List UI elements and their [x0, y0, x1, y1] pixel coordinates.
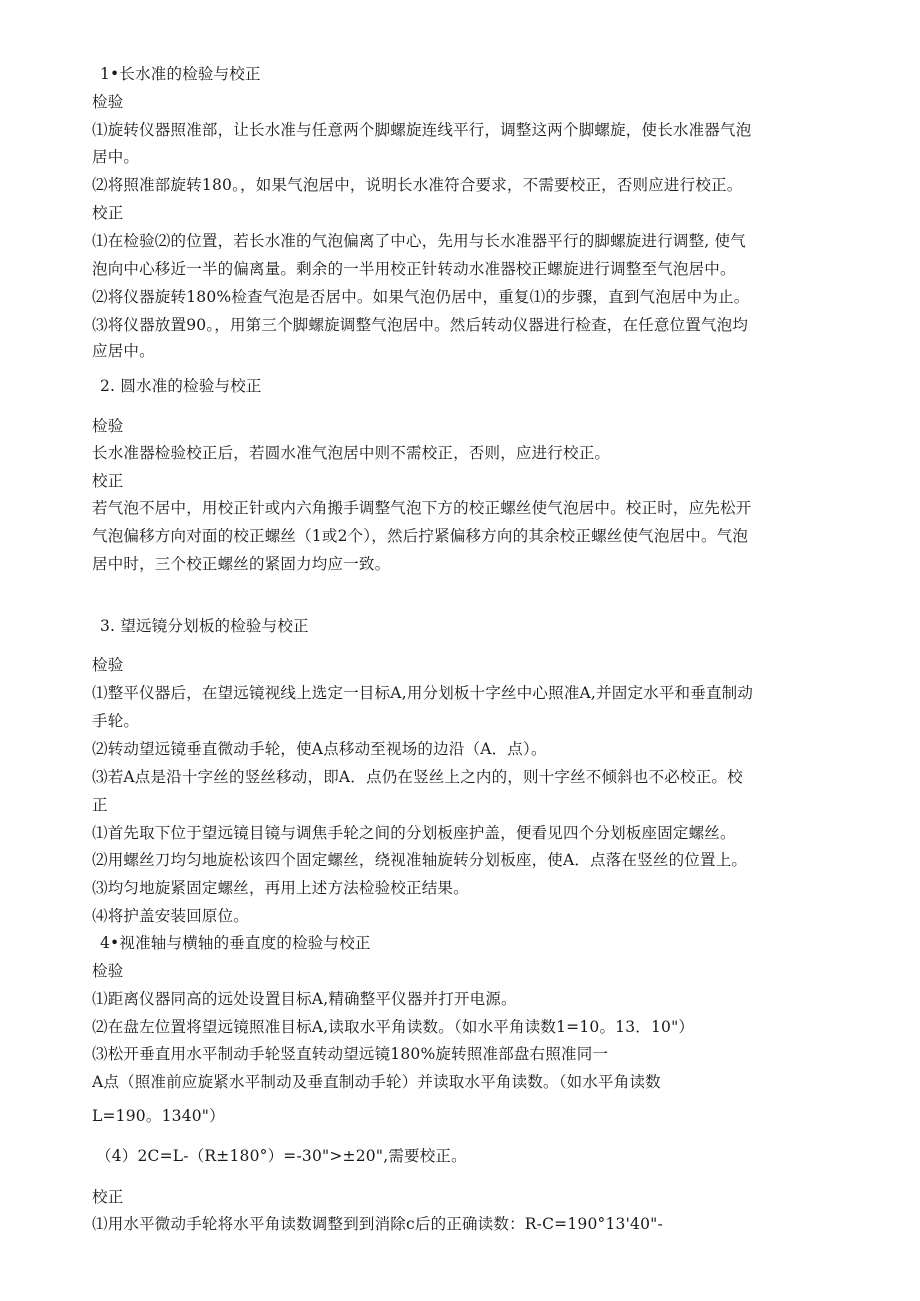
- paragraph-line: 手轮。: [92, 712, 140, 730]
- paragraph-line: ⑶若A点是沿十字丝的竖丝移动，即A．点仍在竖丝上之内的，则十字丝不倾斜也不必校正。校: [92, 768, 743, 786]
- paragraph-line: ⑴旋转仪器照准部，让长水准与任意两个脚螺旋连线平行，调整这两个脚螺旋，使长水准器气泡: [92, 121, 752, 139]
- paragraph-line: ⑶将仪器放置90。，用第三个脚螺旋调整气泡居中。然后转动仪器进行检查，在任意位置气泡均: [92, 316, 749, 334]
- heading-3: 3. 望远镜分划板的检验与校正: [100, 617, 309, 635]
- paragraph-line: ⑴在检验⑵的位置，若长水准的气泡偏离了中心，先用与长水准器平行的脚螺旋进行调整, 使气: [92, 232, 746, 250]
- paragraph-line: （4）2C=L-（R±180°）=-30">±20",需要校正。: [96, 1147, 467, 1165]
- paragraph-line: 居中时，三个校正螺丝的紧固力均应一致。: [92, 555, 391, 573]
- paragraph-line: ⑵在盘左位置将望远镜照准目标A,读取水平角读数。（如水平角读数1=10。13．10"）: [92, 1018, 695, 1036]
- paragraph-line: ⑵将仪器旋转180%检查气泡是否居中。如果气泡仍居中，重复⑴的步骤，直到气泡居中为止。: [92, 288, 750, 306]
- heading-2: 2. 圆水准的检验与校正: [100, 377, 262, 395]
- paragraph-line: 正: [92, 796, 108, 814]
- paragraph-line: 泡向中心移近一半的偏离量。剩余的一半用校正针转动水准器校正螺旋进行调整至气泡居中。: [92, 260, 736, 278]
- paragraph-line: ⑴首先取下位于望远镜目镜与调焦手轮之间的分划板座护盖，便看见四个分划板座固定螺丝。: [92, 824, 736, 842]
- paragraph-line: ⑵将照准部旋转180。，如果气泡居中，说明长水准符合要求，不需要校正，否则应进行校正。: [92, 176, 743, 194]
- paragraph-line: ⑴用水平微动手轮将水平角读数调整到到消除c后的正确读数：R-C=190°13'40"-: [92, 1215, 663, 1233]
- paragraph-line: 气泡偏移方向对面的校正螺丝（1或2个），然后拧紧偏移方向的其余校正螺丝使气泡居中。气泡: [92, 527, 749, 545]
- paragraph-line: ⑵转动望远镜垂直微动手轮，使A点移动至视场的边沿（A．点）。: [92, 740, 547, 758]
- subheading-correct: 校正: [92, 204, 124, 222]
- paragraph-line: L=190。1340"）: [92, 1107, 225, 1125]
- paragraph-line: 居中。: [92, 148, 140, 166]
- subheading-correct: 校正: [92, 1188, 124, 1206]
- paragraph-line: 应居中。: [92, 342, 155, 360]
- paragraph-line: ⑷将护盖安装回原位。: [92, 907, 250, 925]
- paragraph-line: ⑴整平仪器后，在望远镜视线上选定一目标A,用分划板十字丝中心照准A,并固定水平和垂直制动: [92, 684, 754, 702]
- paragraph-line: ⑴距离仪器同高的远处设置目标A,精确整平仪器并打开电源。: [92, 990, 517, 1008]
- paragraph-line: ⑵用螺丝刀均匀地旋松该四个固定螺丝，绕视准轴旋转分划板座，使A．点落在竖丝的位置上。: [92, 851, 748, 869]
- subheading-check: 检验: [92, 93, 124, 111]
- subheading-check: 检验: [92, 656, 124, 674]
- subheading-correct: 校正: [92, 472, 124, 490]
- heading-4: 4•视准轴与横轴的垂直度的检验与校正: [100, 934, 371, 952]
- subheading-check: 检验: [92, 962, 124, 980]
- paragraph-line: 长水准器检验校正后，若圆水准气泡居中则不需校正，否则，应进行校正。: [92, 444, 611, 462]
- subheading-check: 检验: [92, 417, 124, 435]
- paragraph-line: ⑶均匀地旋紧固定螺丝，再用上述方法检验校正结果。: [92, 879, 469, 897]
- paragraph-line: ⑶松开垂直用水平制动手轮竖直转动望远镜180%旋转照准部盘右照准同一: [92, 1045, 609, 1063]
- paragraph-line: 若气泡不居中，用校正针或内六角搬手调整气泡下方的校正螺丝使气泡居中。校正时，应先松开: [92, 499, 752, 517]
- paragraph-line: A点（照准前应旋紧水平制动及垂直制动手轮）并读取水平角读数。（如水平角读数: [92, 1073, 661, 1091]
- heading-1: 1•长水准的检验与校正: [100, 65, 261, 83]
